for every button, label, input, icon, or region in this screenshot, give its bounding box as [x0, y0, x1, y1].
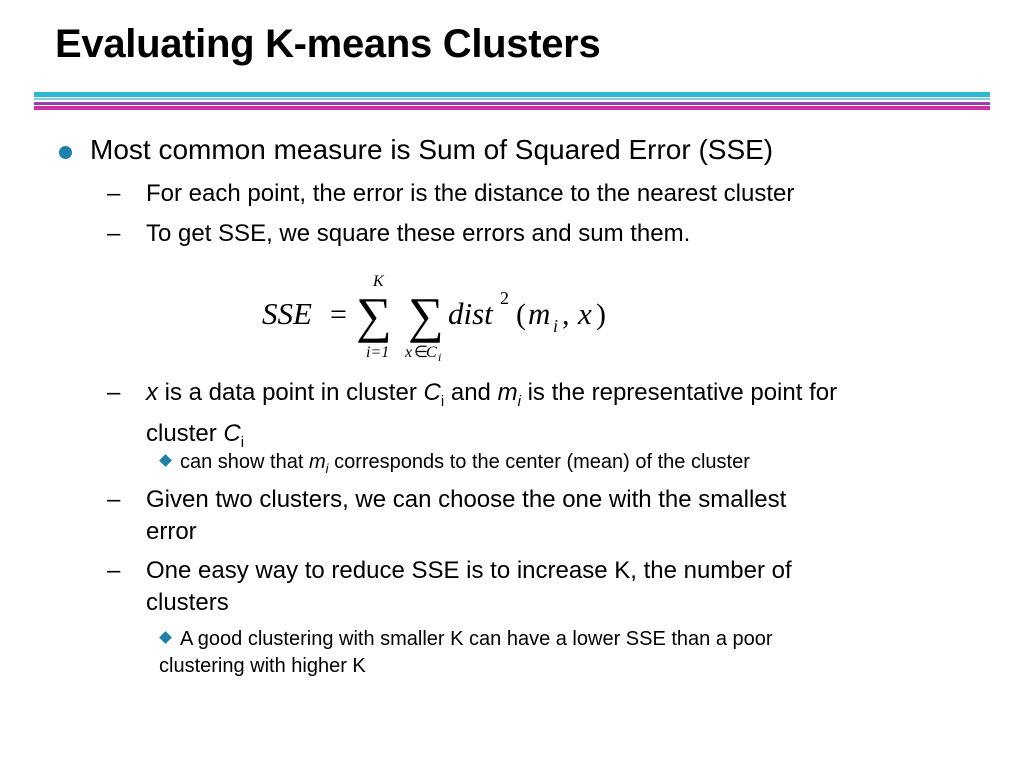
formula-exponent: 2 — [500, 288, 509, 308]
text-span: is the representative point for — [520, 379, 838, 406]
bullet-sub-2: To get SSE, we square these errors and sum them. — [146, 220, 691, 247]
text-span: corresponds to the center (mean) of the cluster — [328, 451, 750, 473]
formula-m-sub: i — [553, 316, 559, 336]
round-bullet-icon — [59, 146, 72, 159]
var-x: x — [146, 379, 158, 406]
bullet-sub-5 — [146, 555, 792, 619]
sum1-upper: K — [373, 273, 384, 290]
bullet-sub-5-line-2: clusters — [146, 589, 229, 616]
bullet-sub-5-child-line-1 — [161, 626, 961, 653]
bullet-sub-4 — [146, 484, 786, 548]
text-span: and — [444, 379, 498, 406]
dash-bullet-icon: – — [107, 557, 121, 584]
text-span: can show that — [180, 451, 309, 473]
text-span: A good clustering with smaller K can have a lower SSE than a poor — [180, 628, 773, 650]
title-rule-magenta — [34, 106, 990, 110]
var-m: m — [308, 451, 326, 473]
bullet-main: Most common measure is Sum of Squared Error (SSE) — [90, 134, 774, 165]
subscript-i: i — [325, 461, 329, 476]
sum2-lower-c: C — [426, 344, 437, 361]
formula-lparen: ( — [516, 298, 526, 331]
bullet-sub-5-line-1: One easy way to reduce SSE is to increase K, the number of — [146, 557, 792, 584]
sum2-symbol: ∑ — [408, 287, 444, 343]
bullet-sub-4-line-1: Given two clusters, we can choose the one with the smallest — [146, 486, 787, 513]
dash-bullet-icon: – — [107, 486, 121, 513]
subscript-i: i — [517, 392, 521, 410]
dash-bullet-icon: – — [107, 379, 121, 406]
bullet-sub-3 — [146, 377, 986, 459]
bullet-sub-1: For each point, the error is the distance to the nearest cluster — [146, 180, 795, 207]
sum2-lower-in: ∈ — [414, 344, 428, 361]
bullet-sub-4-line-2: error — [146, 518, 197, 545]
var-c: C — [223, 419, 241, 447]
var-m: m — [497, 379, 518, 406]
sum2-lower-i: i — [438, 350, 442, 364]
dash-bullet-icon: – — [107, 220, 121, 247]
sum2-lower-x: x — [405, 344, 413, 361]
subscript-i: i — [240, 433, 245, 451]
formula-lhs: SSE — [262, 296, 312, 331]
bullet-sub-5-child-line-2: clustering with higher K — [159, 655, 366, 677]
title-rule-cyan — [34, 92, 990, 97]
diamond-bullet-icon — [159, 454, 172, 467]
sum1-symbol: ∑ — [356, 287, 392, 343]
formula-x: x — [578, 296, 592, 331]
formula-equals: = — [330, 298, 347, 331]
formula-comma: , — [562, 298, 570, 331]
sse-formula — [258, 268, 638, 368]
title-rule-purple — [34, 102, 990, 105]
text-span: cluster — [146, 419, 224, 447]
bullet-sub-3-child — [161, 449, 750, 482]
slide-title: Evaluating K-means Clusters — [55, 22, 601, 66]
diamond-bullet-icon — [159, 631, 172, 644]
var-c: C — [423, 379, 441, 406]
formula-m: m — [528, 296, 551, 331]
sum1-lower: i=1 — [366, 344, 390, 361]
title-rule-light-cyan — [34, 98, 990, 100]
formula-func: dist — [448, 296, 493, 331]
sse-formula-svg — [258, 268, 638, 368]
bullet-sub-3-line-1 — [146, 377, 986, 418]
dash-bullet-icon: – — [107, 180, 121, 207]
bullet-sub-5-child — [161, 626, 961, 680]
subscript-i: i — [440, 392, 445, 410]
formula-rparen: ) — [596, 298, 606, 331]
text-span: is a data point in cluster — [158, 379, 424, 406]
